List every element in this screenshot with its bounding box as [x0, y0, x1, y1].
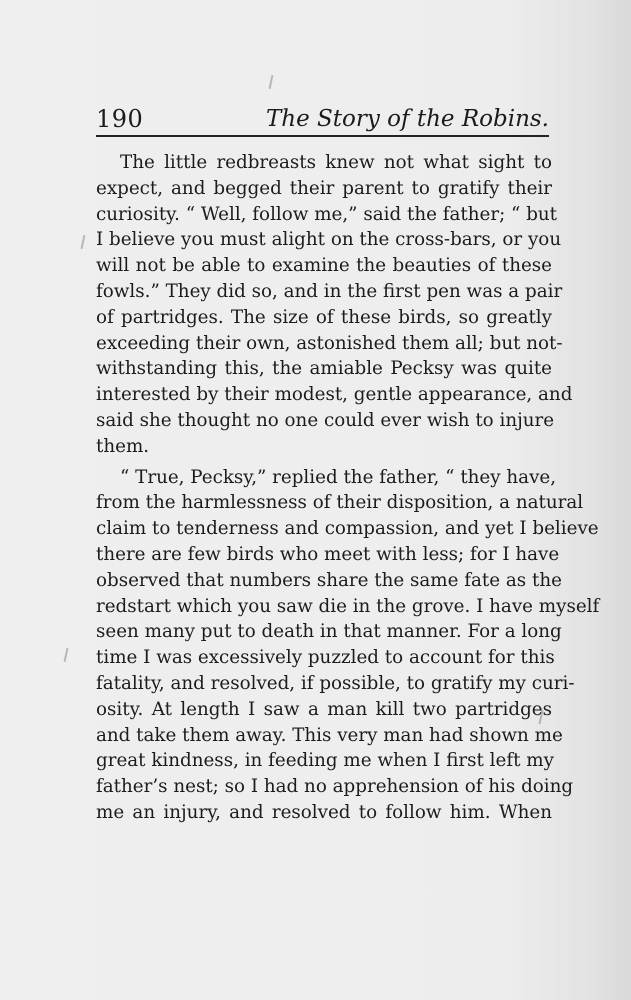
text-line: The little redbreasts knew not what sight to [120, 152, 552, 173]
text-line: from the harmlessness of their disposition, a natural [96, 492, 584, 514]
text-line: claim to tenderness and compassion, and yet I believe [96, 518, 599, 540]
text-line: fatality, and resolved, if possible, to gratify my curi- [96, 672, 575, 694]
text-line: time I was excessively puzzled to account for this [96, 647, 555, 669]
text-line: withstanding this, the amiable Pecksy was quite [96, 358, 552, 380]
text-line: me an injury, and resolved to follow him. When [96, 801, 552, 823]
text-line: osity. At length I saw a man kill two partridges [96, 698, 552, 720]
page-header [96, 104, 549, 134]
text-line: and take them away. This very man had shown me [96, 724, 563, 746]
text-line: interested by their modest, gentle appearance, and [96, 384, 573, 406]
text-line: seen many put to death in that manner. For a long [96, 621, 562, 643]
text-line: redstart which you saw die in the grove. I have myself [96, 595, 600, 617]
text-line: curiosity. “ Well, follow me,” said the father; “ but [96, 203, 558, 225]
header-rule [96, 135, 549, 137]
text-line: there are few birds who meet with less; for I have [96, 543, 560, 565]
paper-speck [81, 235, 86, 249]
paragraph-1 [96, 151, 573, 459]
text-line: will not be able to examine the beauties of these [96, 255, 552, 277]
text-line: great kindness, in feeding me when I first left my [96, 750, 554, 772]
text-line: fowls.” They did so, and in the first pen was a pair [96, 280, 563, 302]
text-line: I believe you must alight on the cross-bars, or you [96, 229, 562, 251]
running-title: The Story of the Robins. [265, 106, 549, 132]
text-line: them. [96, 435, 150, 457]
paragraph-2 [96, 466, 600, 825]
text-line: exceeding their own, astonished them all; but not- [96, 332, 563, 354]
paper-speck [64, 648, 69, 662]
text-line: “ True, Pecksy,” replied the father, “ they have, [120, 466, 557, 488]
paper-speck [269, 75, 274, 89]
body-text [96, 151, 600, 827]
text-line: observed that numbers share the same fate as the [96, 569, 562, 591]
page-number: 190 [96, 105, 144, 133]
text-line: said she thought no one could ever wish to injure [96, 409, 555, 431]
text-line: of partridges. The size of these birds, so greatly [96, 306, 552, 328]
text-line: expect, and begged their parent to gratify their [96, 177, 552, 199]
text-line: father’s nest; so I had no apprehension of his doing [96, 776, 574, 798]
